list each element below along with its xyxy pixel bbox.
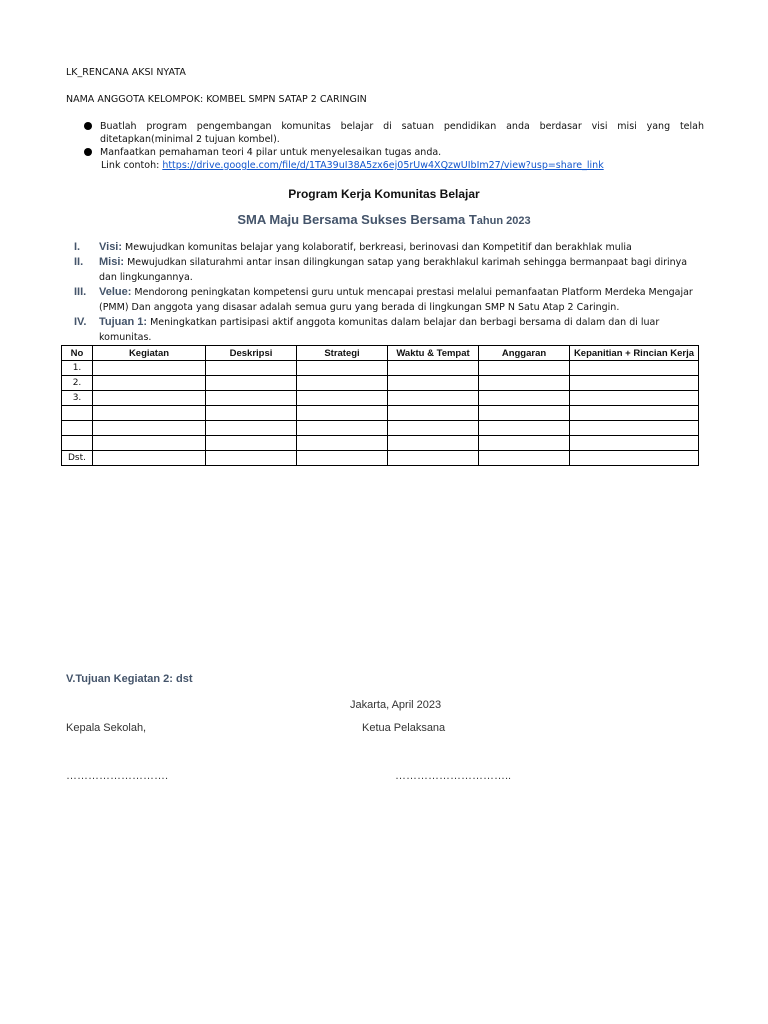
- table-cell: [206, 451, 297, 466]
- table-cell: [93, 391, 206, 406]
- item-label: Visi:: [99, 241, 123, 253]
- col-header-strategi: Strategi: [297, 346, 388, 361]
- bullet-icon: [84, 122, 92, 130]
- table-cell: [93, 436, 206, 451]
- table-cell: [206, 406, 297, 421]
- col-header-deskripsi: Deskripsi: [206, 346, 297, 361]
- row-number: 3.: [62, 391, 93, 406]
- col-header-anggaran: Anggaran: [479, 346, 570, 361]
- signature-line-right: …………………………..: [395, 770, 512, 782]
- item-number: II.: [74, 256, 84, 268]
- table-cell: [388, 436, 479, 451]
- place-date: Jakarta, April 2023: [350, 699, 442, 711]
- table-row: [62, 376, 699, 391]
- table-cell: [297, 361, 388, 376]
- table-row: [62, 361, 699, 376]
- signature-line-left: ……………………….: [66, 770, 169, 782]
- table-cell: [206, 421, 297, 436]
- item-text: Mewujudkan komunitas belajar yang kolaboratif, berkreasi, berinovasi dan Kompetitif dan berakhlak mulia: [122, 242, 632, 253]
- table-cell: [206, 391, 297, 406]
- table-row: [62, 391, 699, 406]
- item-text: Mendorong peningkatan kompetensi guru untuk mencapai prestasi melalui pemanfaatan Platform Merdeka Mengajar (PMM) Dan anggota yang disasar adalah semua guru yang berada di lingkungan SMP N Satu Atap 2 Caringin.: [99, 287, 693, 313]
- table-cell: [206, 436, 297, 451]
- table-cell: [570, 451, 699, 466]
- item-text: Meningkatkan partisipasi aktif anggota komunitas dalam belajar dan berbagi bersama di dalam dan di luar komunitas.: [99, 317, 660, 343]
- table-cell: [479, 421, 570, 436]
- table-cell: [570, 376, 699, 391]
- table-cell: [93, 406, 206, 421]
- table-cell: [388, 406, 479, 421]
- item-label: Tujuan 1:: [99, 316, 148, 328]
- table-cell: [388, 361, 479, 376]
- row-number: [62, 421, 93, 436]
- section-tujuan-2: V.Tujuan Kegiatan 2: dst: [66, 673, 193, 685]
- table-cell: [570, 421, 699, 436]
- signer-left-title: Kepala Sekolah,: [66, 722, 147, 734]
- group-name: NAMA ANGGOTA KELOMPOK: KOMBEL SMPN SATAP 2 CARINGIN: [66, 94, 367, 105]
- item-text: Mewujudkan silaturahmi antar insan dilingkungan satap yang berakhlakul karimah sehingga bermanpaat bagi dirinya dan lingkungannya.: [99, 257, 688, 283]
- table-cell: [297, 376, 388, 391]
- item-number: III.: [74, 286, 87, 298]
- table-cell: [93, 376, 206, 391]
- item-number: I.: [74, 241, 81, 253]
- link-label: Link contoh:: [101, 160, 163, 171]
- signer-right-title: Ketua Pelaksana: [362, 722, 446, 734]
- row-number: [62, 436, 93, 451]
- table-cell: [297, 421, 388, 436]
- instruction-text: Manfaatkan pemahaman teori 4 pilar untuk menyelesaikan tugas anda.: [100, 147, 442, 158]
- table-cell: [479, 376, 570, 391]
- instruction-list: [84, 120, 704, 172]
- table-cell: [388, 451, 479, 466]
- table-cell: [297, 451, 388, 466]
- table-cell: [388, 421, 479, 436]
- program-items: [66, 240, 706, 345]
- subtitle-year: ahun 2023: [476, 215, 531, 227]
- instruction-text: Buatlah program pengembangan komunitas belajar di satuan pendidikan anda berdasar visi misi yang telah ditetapkan(minimal 2 tujuan kombel).: [100, 121, 704, 145]
- table-cell: [388, 391, 479, 406]
- col-header-kepanitian: Kepanitian + Rincian Kerja: [570, 346, 699, 361]
- page-subtitle: [0, 212, 768, 227]
- table-cell: [206, 361, 297, 376]
- row-number: 1.: [62, 361, 93, 376]
- table-cell: [297, 391, 388, 406]
- program-item-visi: [66, 240, 706, 255]
- table-cell: [206, 376, 297, 391]
- table-cell: [570, 391, 699, 406]
- table-cell: [479, 436, 570, 451]
- table-row: [62, 406, 699, 421]
- subtitle-main: SMA Maju Bersama Sukses Bersama T: [237, 212, 477, 227]
- item-number: IV.: [74, 316, 87, 328]
- instruction-item: [84, 146, 704, 159]
- row-number: [62, 406, 93, 421]
- table-cell: [570, 436, 699, 451]
- table-cell: [93, 421, 206, 436]
- bullet-icon: [84, 148, 92, 156]
- page-title: Program Kerja Komunitas Belajar: [288, 187, 480, 201]
- table-cell: [570, 361, 699, 376]
- program-item-value: [66, 285, 706, 315]
- table-cell: [388, 376, 479, 391]
- example-link[interactable]: https://drive.google.com/file/d/1TA39uI38A5zx6ej05rUw4XQzwUIbIm27/view?usp=share_link: [162, 160, 604, 171]
- program-item-tujuan: [66, 315, 706, 345]
- table-header-row: [62, 346, 699, 361]
- doc-label: LK_RENCANA AKSI NYATA: [66, 67, 186, 78]
- example-link-line: [101, 159, 704, 172]
- table-cell: [479, 361, 570, 376]
- table-cell: [570, 406, 699, 421]
- table-cell: [479, 451, 570, 466]
- item-label: Velue:: [99, 286, 132, 298]
- col-header-waktu: Waktu & Tempat: [388, 346, 479, 361]
- col-header-kegiatan: Kegiatan: [93, 346, 206, 361]
- table-cell: [93, 361, 206, 376]
- table-cell: [479, 391, 570, 406]
- program-table: [61, 345, 699, 466]
- row-number: 2.: [62, 376, 93, 391]
- table-row: [62, 436, 699, 451]
- item-label: Misi:: [99, 256, 125, 268]
- table-cell: [297, 436, 388, 451]
- table-cell: [479, 406, 570, 421]
- table-row: [62, 421, 699, 436]
- col-header-no: No: [62, 346, 93, 361]
- row-number: Dst.: [62, 451, 93, 466]
- table-cell: [93, 451, 206, 466]
- table-cell: [297, 406, 388, 421]
- program-item-misi: [66, 255, 706, 285]
- instruction-item: [84, 120, 704, 146]
- table-row: [62, 451, 699, 466]
